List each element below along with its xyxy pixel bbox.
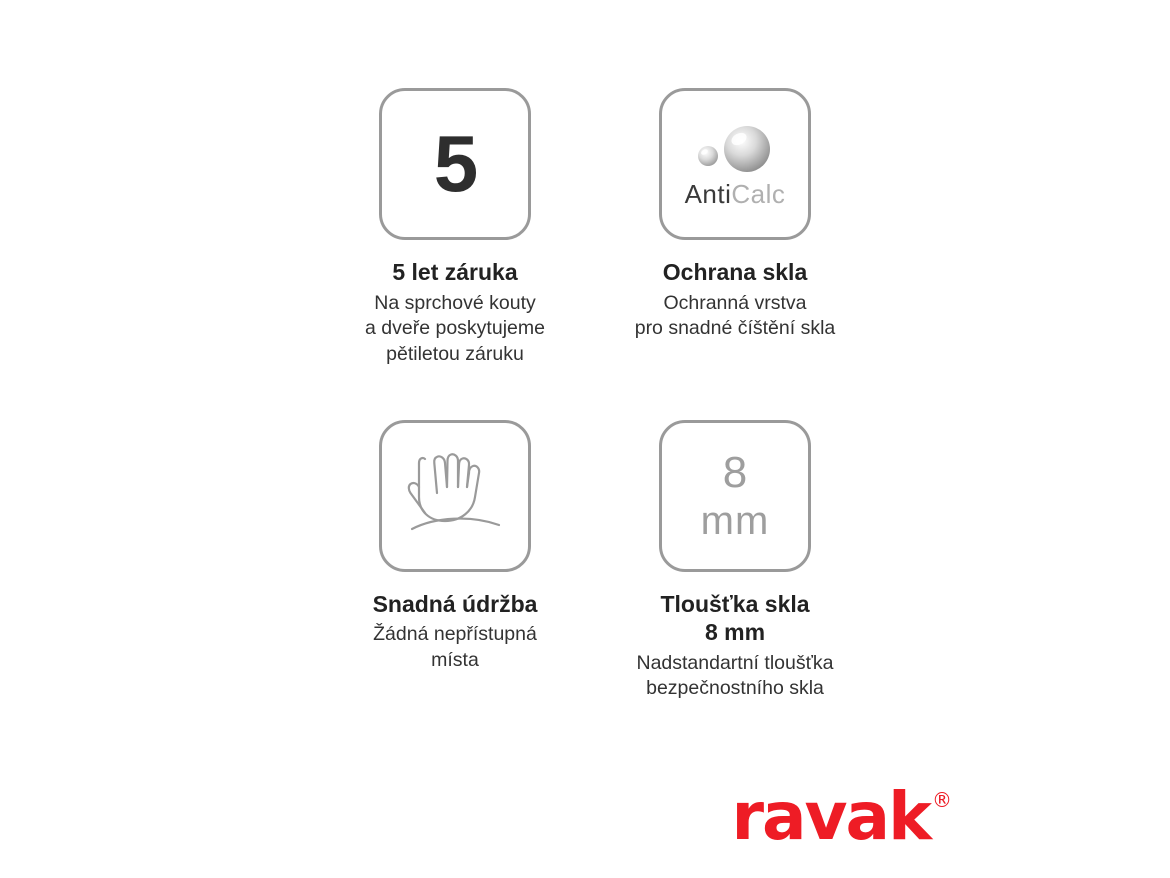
feature-warranty-desc: Na sprchové kouty a dveře poskytujeme pětiletou záruku — [365, 291, 545, 365]
registered-trademark-icon: ® — [932, 788, 952, 812]
feature-easy-maintenance-desc: Žádná nepřístupná místa — [373, 623, 537, 671]
thickness-unit: mm — [700, 498, 770, 543]
anticalc-label — [685, 179, 786, 210]
anticalc-label-anti: Anti — [684, 178, 732, 209]
brand-logo — [731, 778, 952, 855]
feature-glass-protection — [610, 88, 860, 368]
features-grid — [330, 88, 860, 702]
water-droplets-icon — [689, 123, 781, 175]
feature-glass-thickness-desc: Nadstandartní tloušťka bezpečnostního skla — [636, 651, 834, 700]
anticalc-badge — [685, 123, 786, 210]
feature-warranty — [330, 88, 580, 368]
feature-glass-thickness — [610, 420, 860, 703]
feature-easy-maintenance-title: Snadná údržba — [372, 590, 538, 617]
anticalc-droplet-icon — [659, 88, 811, 240]
feature-easy-maintenance — [330, 420, 580, 703]
brand-name: ravak — [731, 778, 930, 855]
thickness-value: 8 — [722, 447, 748, 497]
anticalc-label-calc: Calc — [731, 178, 786, 209]
hand-wiping-icon — [379, 420, 531, 572]
feature-warranty-title: 5 let záruka — [392, 259, 518, 285]
number-five-icon — [379, 88, 531, 240]
feature-glass-protection-desc: Ochranná vrstva pro snadné číštění skla — [634, 291, 836, 340]
glass-thickness-icon — [659, 420, 811, 572]
thickness-value-block — [700, 447, 770, 543]
hand-wiping-glyph — [395, 441, 515, 551]
feature-glass-thickness-title: Tloušťka skla 8 mm — [660, 590, 810, 646]
warranty-years-value: 5 — [433, 119, 477, 208]
feature-glass-protection-title: Ochrana skla — [662, 259, 808, 285]
